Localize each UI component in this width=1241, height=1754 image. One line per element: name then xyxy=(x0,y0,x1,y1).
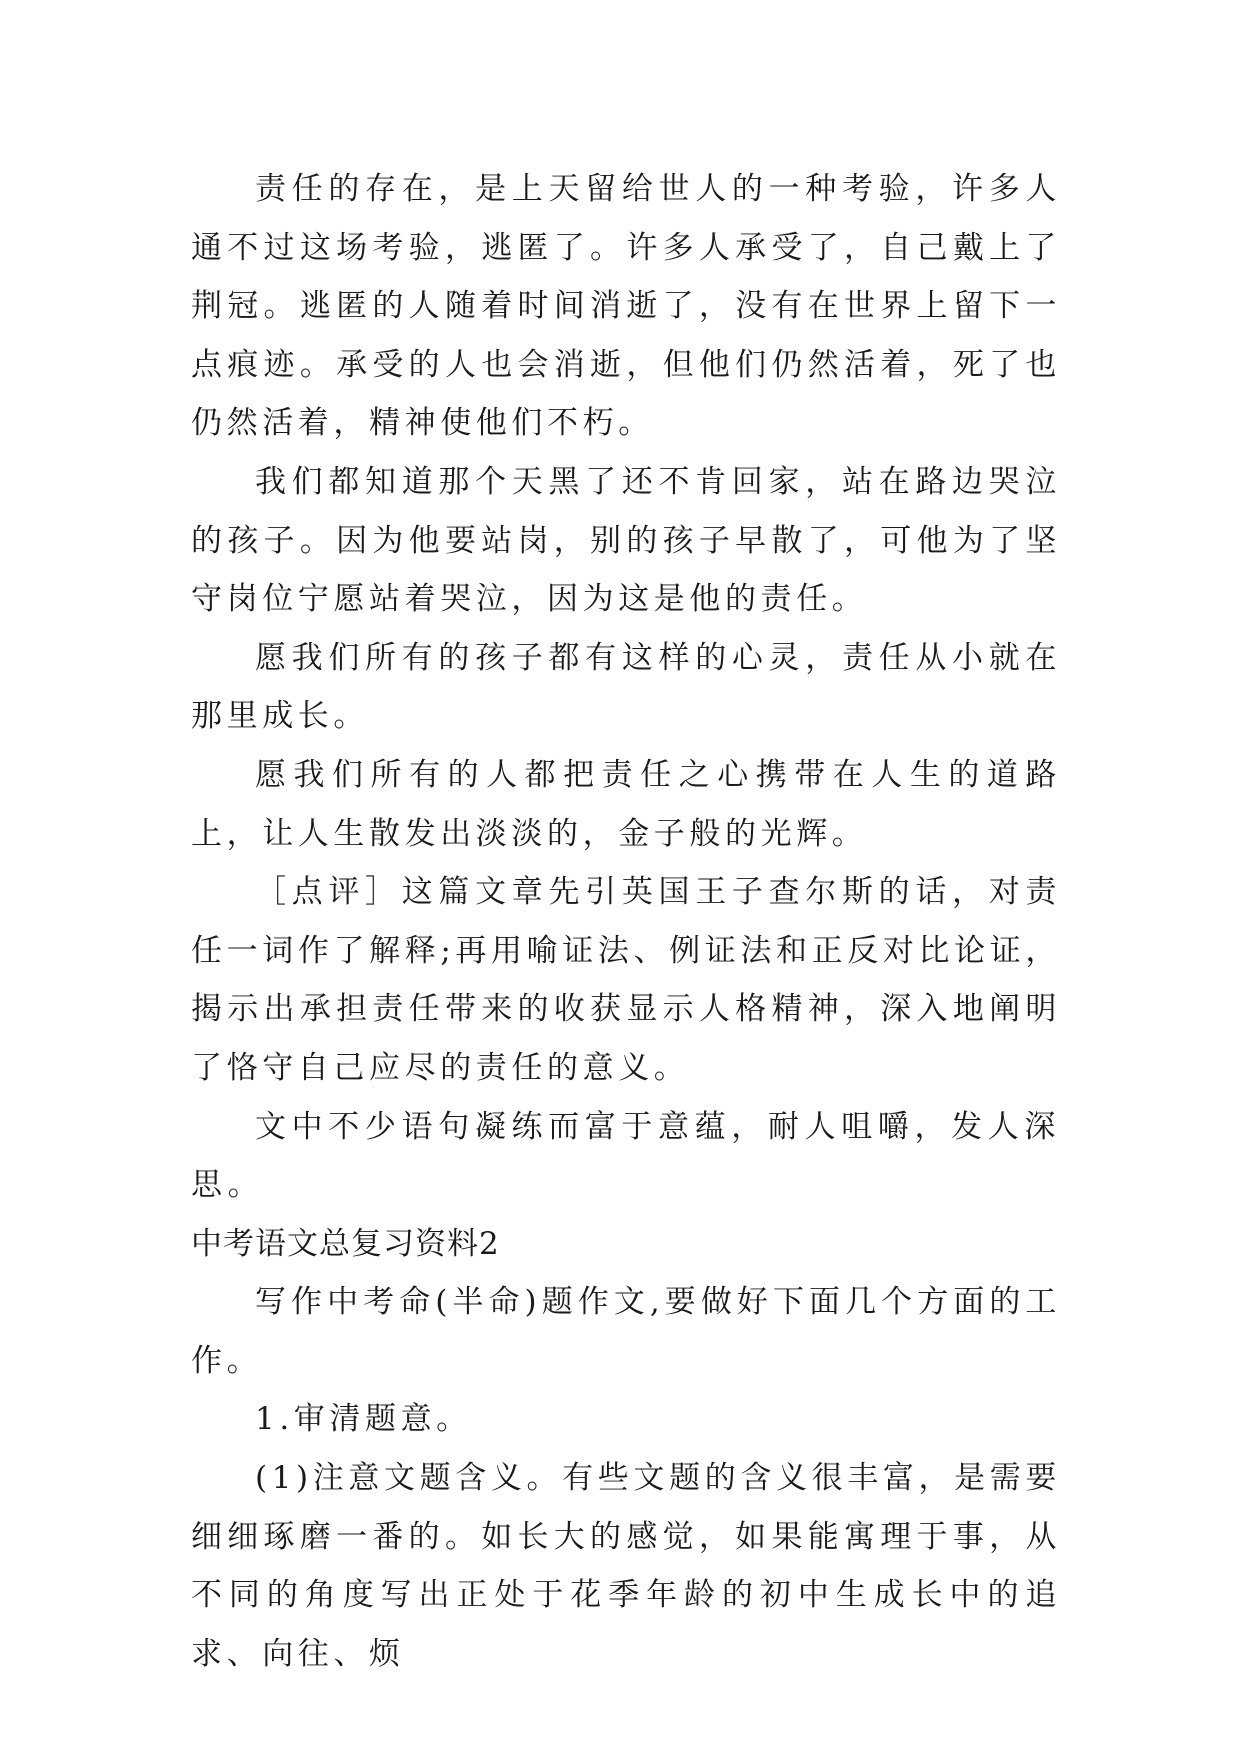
essay-paragraph: 责任的存在，是上天留给世人的一种考验，许多人通不过这场考验，逃匿了。许多人承受了，自己戴上了荆冠。逃匿的人随着时间消逝了，没有在世界上留下一点痕迹。承受的人也会消逝，但他们仍然活着，死了也仍然活着，精神使他们不朽。 xyxy=(191,171,1061,442)
essay-paragraph: 愿我们所有的孩子都有这样的心灵，责任从小就在那里成长。 xyxy=(191,639,1061,735)
essay-paragraph: 我们都知道那个天黑了还不肯回家，站在路边哭泣的孩子。因为他要站岗，别的孩子早散了，可他为了坚守岗位宁愿站着哭泣，因为这是他的责任。 xyxy=(191,463,1061,618)
list-item-heading: 1.审清题意。 xyxy=(255,1401,472,1438)
section-heading: 中考语文总复习资料2 xyxy=(191,1225,500,1262)
body-paragraph: (1)注意文题含义。有些文题的含义很丰富，是需要细细琢磨一番的。如长大的感觉，如果能寓理于事，从不同的角度写出正处于花季年龄的初中生成长中的追求、向往、烦 xyxy=(191,1460,1061,1672)
commentary-paragraph: ［点评］这篇文章先引英国王子查尔斯的话，对责任一词作了解释;再用喻证法、例证法和正反对比论证，揭示出承担责任带来的收获显示人格精神，深入地阐明了恪守自己应尽的责任的意义。 xyxy=(191,874,1061,1086)
document-body xyxy=(191,160,1061,1683)
commentary-paragraph: 文中不少语句凝练而富于意蕴，耐人咀嚼，发人深思。 xyxy=(191,1108,1061,1204)
body-paragraph: 写作中考命(半命)题作文,要做好下面几个方面的工作。 xyxy=(191,1284,1061,1379)
essay-paragraph: 愿我们所有的人都把责任之心携带在人生的道路上，让人生散发出淡淡的，金子般的光辉。 xyxy=(191,756,1061,852)
